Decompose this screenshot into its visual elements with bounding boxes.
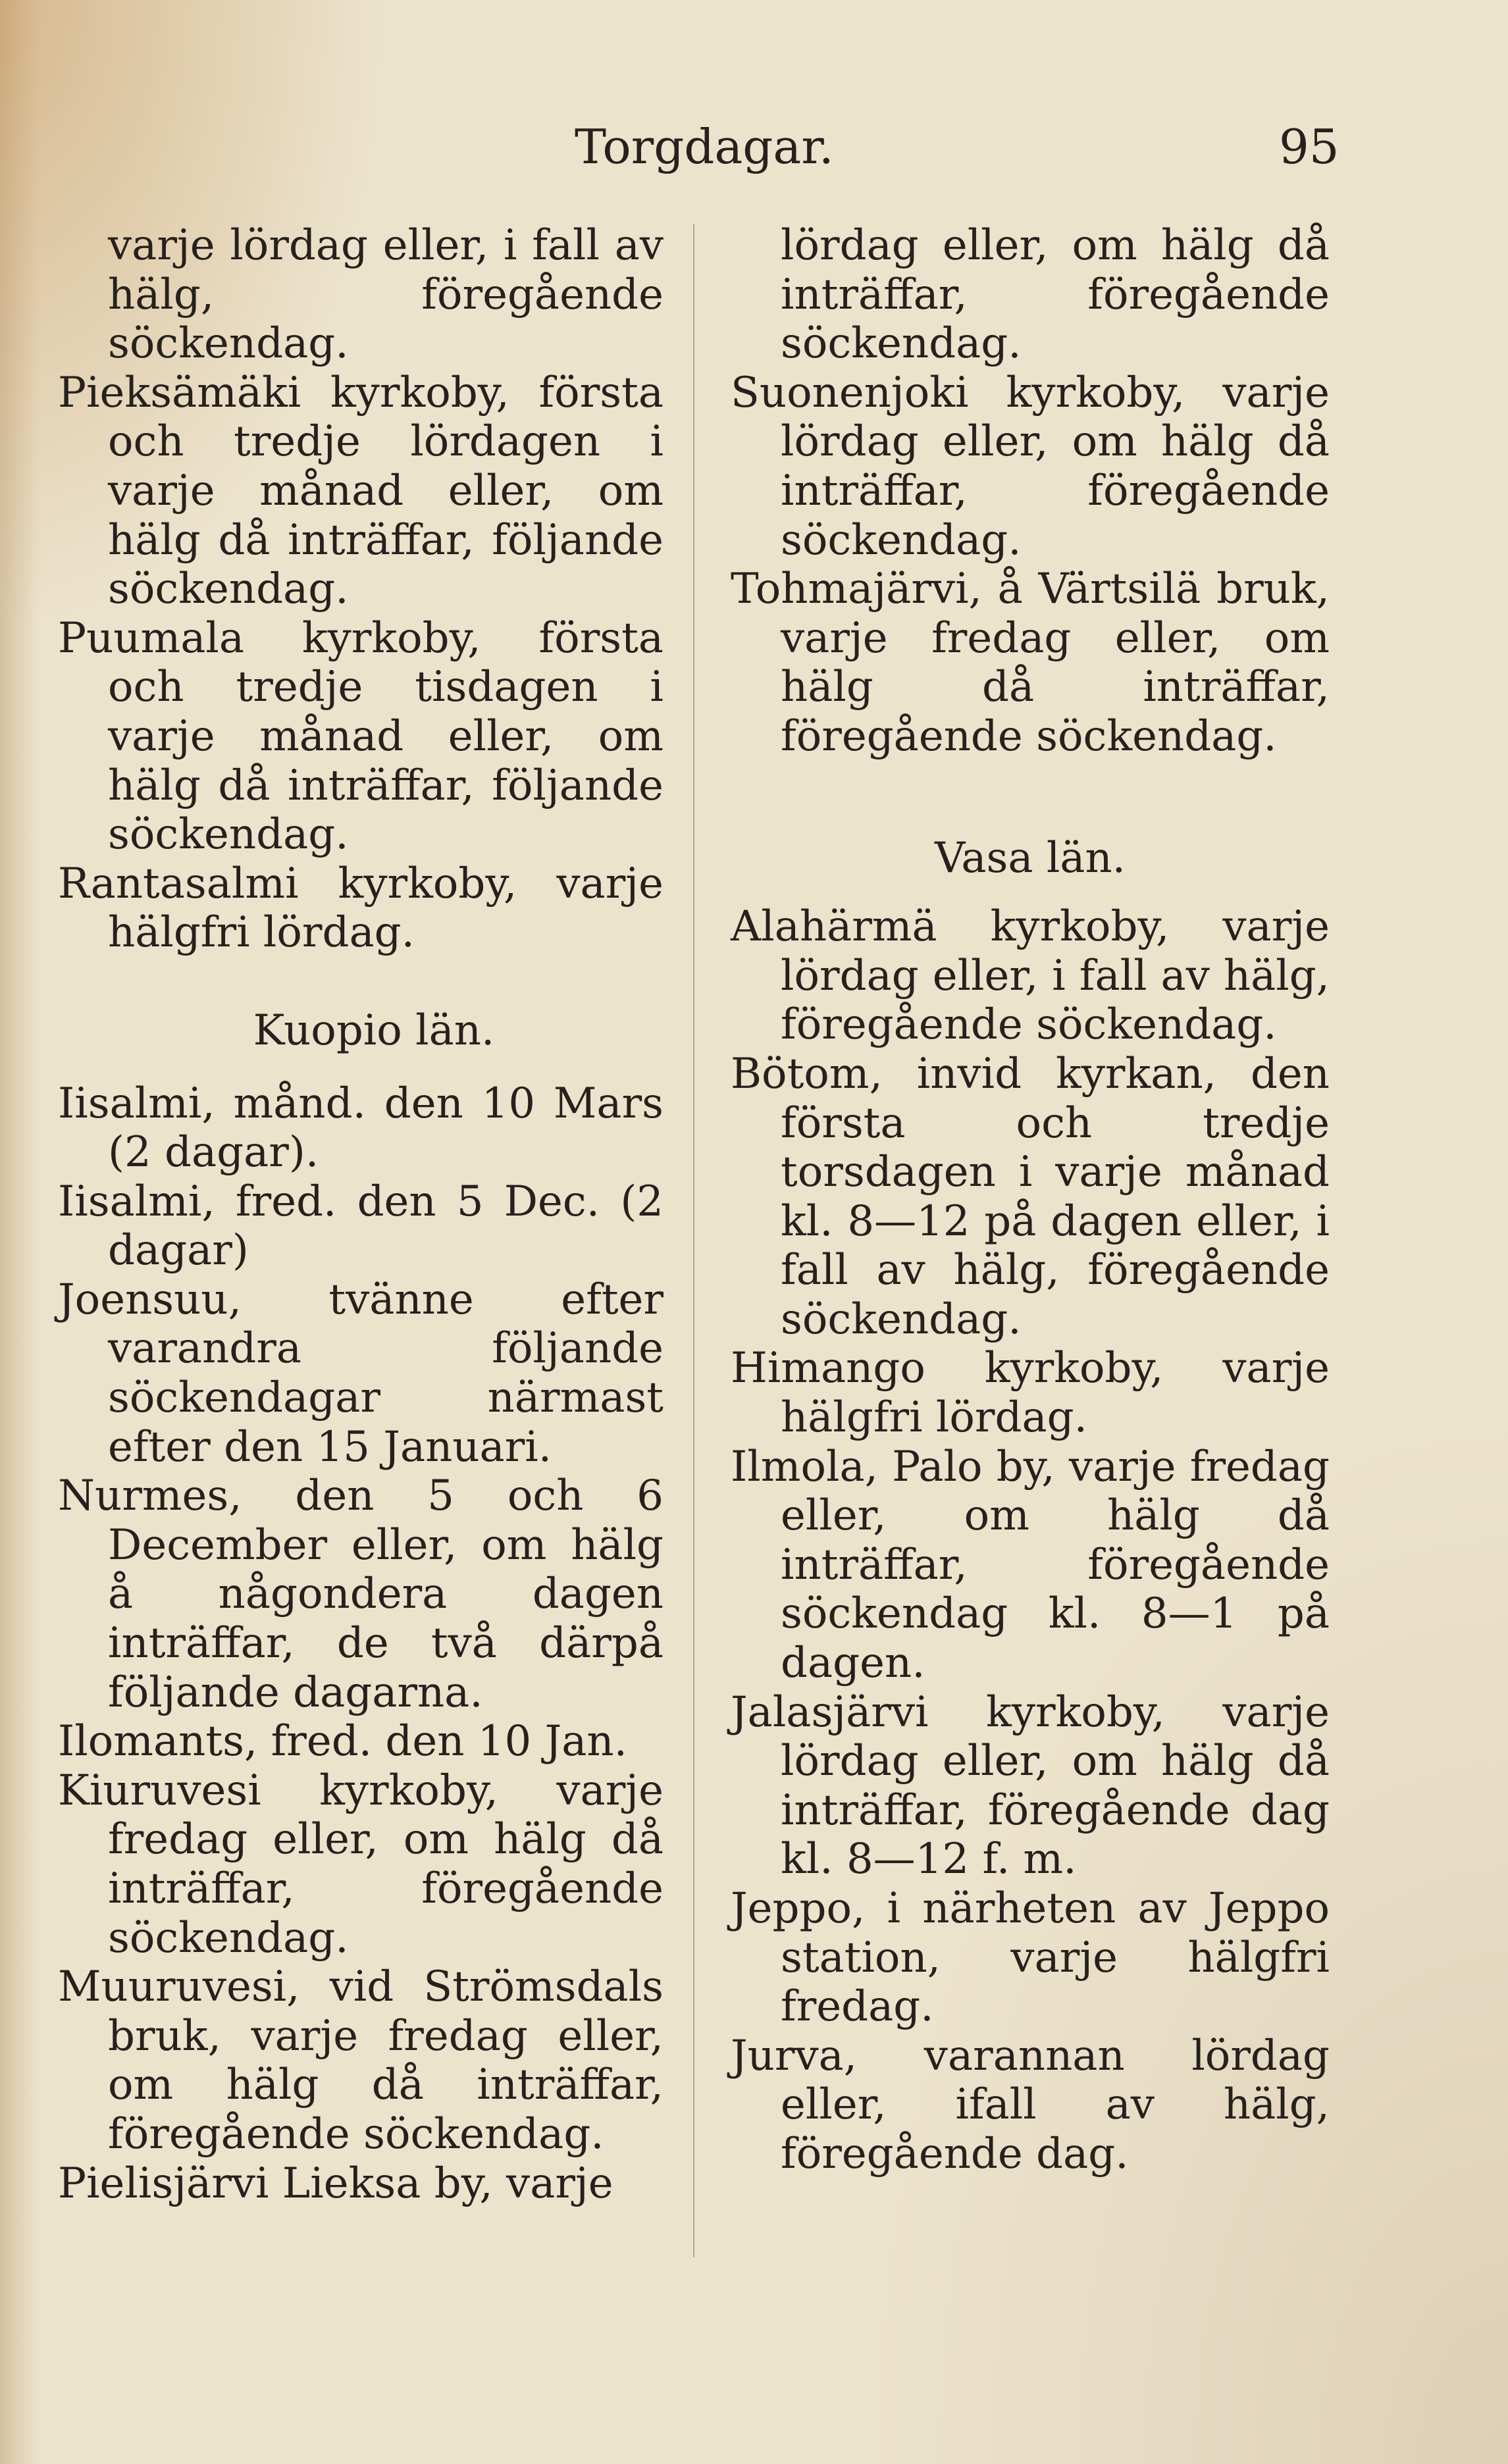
entry-tohmajarvi: Tohmajärvi, å Värtsilä bruk, varje fredag eller, om hälg då inträffar, föregående söckendag. [731, 565, 1330, 761]
entry-kiuruvesi: Kiuruvesi kyrkoby, varje fredag eller, om hälg då inträffar, föregående söckendag. [58, 1766, 663, 1963]
entry-puumala: Puumala kyrkoby, första och tredje tisdagen i varje månad eller, om hälg då inträffar, följande söckendag. [58, 613, 663, 860]
entry-suonenjoki: Suonenjoki kyrkoby, varje lördag eller, om hälg då inträffar, föregående söckendag. [731, 368, 1330, 565]
entry-pielisjarvi: Pielisjärvi Lieksa by, varje [58, 2159, 613, 2208]
section-heading-kuopio: Kuopio län. [253, 1006, 495, 1055]
entry-jeppo: Jeppo, i närheten av Jeppo station, varje hälgfri fredag. [731, 1884, 1330, 2032]
entry-ilmola: Ilmola, Palo by, varje fredag eller, om hälg då inträffar, föregående söckendag kl. 8—1 på dagen. [731, 1442, 1330, 1688]
entry-joensuu: Joensuu, tvänne efter varandra följande söckendagar närmast efter den 15 Januari. [58, 1275, 663, 1472]
entry-continuation-right: lördag eller, om hälg då inträffar, föregående söckendag. [781, 221, 1330, 369]
entry-jalasjarvi: Jalasjärvi kyrkoby, varje lördag eller, om hälg då inträffar, föregående dag kl. 8—12 f. m. [731, 1687, 1330, 1884]
entry-jurva: Jurva, varannan lördag eller, ifall av hälg, föregående dag. [731, 2031, 1330, 2178]
section-heading-vasa: Vasa län. [934, 833, 1126, 883]
entry-iisalmi-dec: Iisalmi, fred. den 5 Dec. (2 dagar) [58, 1177, 663, 1275]
entry-botom: Bötom, invid kyrkan, den första och tredje torsdagen i varje månad kl. 8—12 på dagen eller, i fall av hälg, föregående söckendag. [731, 1049, 1330, 1344]
entry-continuation: varje lördag eller, i fall av hälg, föregående söckendag. [108, 221, 663, 369]
entry-rantasalmi: Rantasalmi kyrkoby, varje hälgfri lördag. [58, 859, 663, 958]
left-column [58, 221, 663, 2208]
entry-iisalmi-mars: Iisalmi, månd. den 10 Mars (2 dagar). [58, 1079, 663, 1177]
right-column [731, 221, 1330, 2179]
entry-nurmes: Nurmes, den 5 och 6 December eller, om hälg å någondera dagen inträffar, de två därpå följande dagarna. [58, 1472, 663, 1717]
running-header-title: Torgdagar. [575, 119, 834, 174]
column-divider [693, 224, 694, 2257]
page-number: 95 [1279, 119, 1339, 174]
entry-muuruvesi: Muuruvesi, vid Strömsdals bruk, varje fredag eller, om hälg då inträffar, föregående söckendag. [58, 1963, 663, 2159]
entry-alaharma: Alahärmä kyrkoby, varje lördag eller, i fall av hälg, föregående söckendag. [731, 902, 1330, 1050]
entry-ilomants: Ilomants, fred. den 10 Jan. [58, 1717, 627, 1766]
entry-pieksamaki: Pieksämäki kyrkoby, första och tredje lördagen i varje månad eller, om hälg då inträffar, följande söckendag. [58, 368, 663, 614]
entry-himango: Himango kyrkoby, varje hälgfri lördag. [731, 1344, 1330, 1443]
